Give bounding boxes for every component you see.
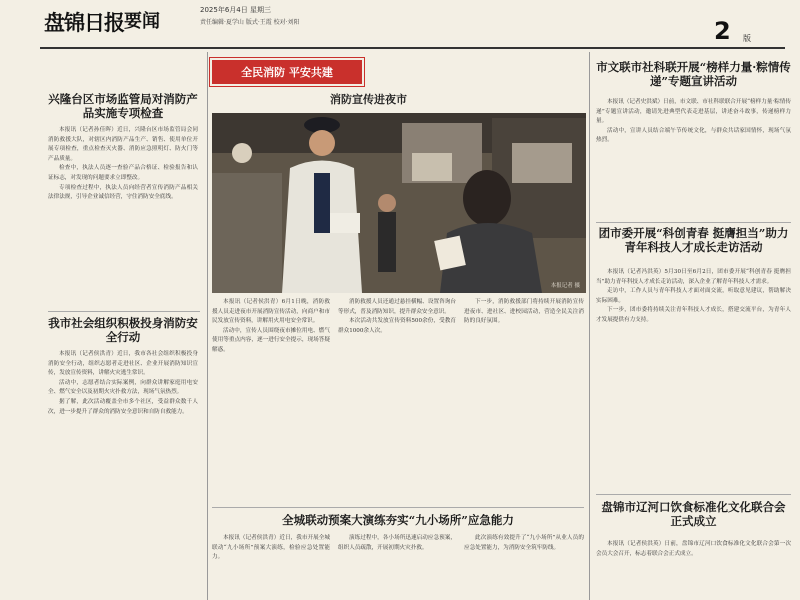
editor-credits: 责任编辑·夏学山 版式·王霞 校对·刘阳: [200, 19, 300, 26]
paragraph: 本报讯（记者侯洪英）日前，盘锦市辽河口饮食标准化文化联合会第一次会员大会召开，标志着联合会正式成立。: [596, 541, 791, 557]
photo-title: 消防宣传进夜市: [330, 93, 407, 106]
page-unit: 版: [743, 34, 751, 43]
date-line: 2025年6月4日 星期三: [200, 6, 271, 14]
left-article-body: [48, 126, 198, 262]
left-headline: 兴隆台区市场监管局对消防产品实施专项检查: [48, 92, 198, 121]
section-title: 要闻: [124, 11, 160, 32]
article-separator: [596, 494, 791, 495]
paragraph: 本报讯（记者侯洪青）6月1日晚，消防救援人员走进夜市开展消防宣传活动，向商户和市民发放宣传资料，讲解用火用电安全常识。: [212, 299, 330, 325]
topic-banner: 全民消防 平安共建: [210, 58, 364, 86]
news-photo: [212, 113, 586, 293]
paragraph: 演练过程中，各小场所迅速启动应急预案，组织人员疏散，开展初期火灾扑救。: [338, 535, 456, 551]
paragraph: 本报讯（记者侯洪青）近日，我市各社会组织积极投身消防安全行动，组织志愿者走进社区、企业开展消防知识宣传，发放宣传资料，讲解火灾逃生常识。: [48, 351, 198, 377]
center-article-2-column-3: [464, 534, 584, 596]
paragraph: 本报讯（记者孙佳晖）近日，兴隆台区市场监管局会同消防救援大队，对辖区内消防产品生产、销售、使用单位开展专项检查，重点检查灭火器、消防应急照明灯、防火门等产品质量。: [48, 127, 198, 162]
paragraph: 此次演练有效提升了“九小场所”从业人员的应急处置能力，为消防安全筑牢防线。: [464, 535, 584, 551]
article-separator: [48, 311, 200, 312]
center-article-column-3: [464, 298, 584, 404]
right-article-body-2: [596, 268, 791, 486]
paragraph: 下一步，消防救援部门将持续开展消防宣传进夜市、进社区、进校园活动，营造全民关注消防的良好氛围。: [464, 299, 584, 325]
masthead-rule: [40, 47, 785, 49]
paragraph: 本次活动共发放宣传资料500余份，受教育群众1000余人次。: [338, 318, 456, 334]
photo-illustration: [212, 113, 586, 293]
paragraph: 活动中，宣传人员围绕夜市摊位用电、燃气使用等重点内容，逐一进行安全提示，现场答疑解惑。: [212, 327, 330, 353]
paragraph: 活动中，志愿者结合实际案例，向群众讲解家庭用电安全、燃气安全以及初期火灾扑救方法，现场气氛热烈。: [48, 379, 198, 396]
paragraph: 本报讯（记者史洪斌）日前，市文联、市社科联联合开展“榜样力量·粽情传递”专题宣讲活动，邀请先进典型代表走进基层，讲述奋斗故事，传递榜样力量。: [596, 99, 791, 125]
paragraph: 专项检查过程中，执法人员向经营者宣传消防产品相关法律法规，引导企业诚信经营，守住消防安全底线。: [48, 184, 198, 201]
paragraph: 据了解，此次活动覆盖全市多个社区，受益群众数千人次，进一步提升了群众的消防安全意识和自防自救能力。: [48, 398, 198, 415]
column-divider-left: [207, 52, 208, 600]
masthead: [0, 0, 800, 50]
paragraph: 消防救援人员还通过悬挂横幅、设置咨询台等形式，普及消防知识，提升群众安全意识。: [338, 299, 456, 315]
left-article-body-2: [48, 350, 198, 590]
newspaper-logo: 盘锦日报: [44, 10, 124, 35]
paragraph: 活动中，宣讲人员结合端午节传统文化，与群众共话家国情怀，现场气氛热烈。: [596, 127, 791, 144]
center-article-column-2: [338, 298, 456, 404]
paragraph: 本报讯（记者冯洪英）5月30日至6月2日，团市委开展“科创青春 挺膺担当”助力青年科技人才成长走访活动，深入企业了解青年科技人才需求。: [596, 269, 791, 285]
paragraph: 检查中，执法人员逐一查验产品合格证、检验报告和认证标志，对发现的问题要求立即整改。: [48, 165, 198, 181]
column-divider-right: [589, 52, 590, 600]
article-separator: [596, 222, 791, 223]
paragraph: 下一步，团市委将持续关注青年科技人才成长，搭建交流平台，为青年人才发展提供有力支持。: [596, 307, 791, 323]
paragraph: 本报讯（记者侯洪青）近日，我市开展全城联动“九小场所”预案大演练，检验应急处置能力。: [212, 535, 330, 561]
left-headline-2: 我市社会组织积极投身消防安全行动: [48, 316, 198, 345]
photo-caption: 本报记者 摄: [550, 283, 580, 289]
center-article-2-column-1: [212, 534, 330, 596]
center-article-2-column-2: [338, 534, 456, 596]
article-separator: [212, 507, 584, 508]
page-number: 2: [714, 17, 731, 45]
right-headline-1: 市文联市社科联开展“榜样力量·粽情传递”专题宣讲活动: [596, 60, 791, 89]
right-headline-3: 盘锦市辽河口饮食标准化文化联合会正式成立: [601, 500, 786, 529]
right-headline-2: 团市委开展“科创青春 挺膺担当”助力青年科技人才成长走访活动: [598, 226, 789, 255]
center-article-column-1: [212, 298, 330, 404]
center-headline: 全城联动预案大演练夯实“九小场所”应急能力: [282, 513, 514, 527]
right-article-body-3: [596, 540, 791, 596]
paragraph: 走访中，工作人员与青年科技人才面对面交流，听取意见建议，帮助解决实际困难。: [596, 288, 791, 304]
right-article-body-1: [596, 98, 791, 218]
